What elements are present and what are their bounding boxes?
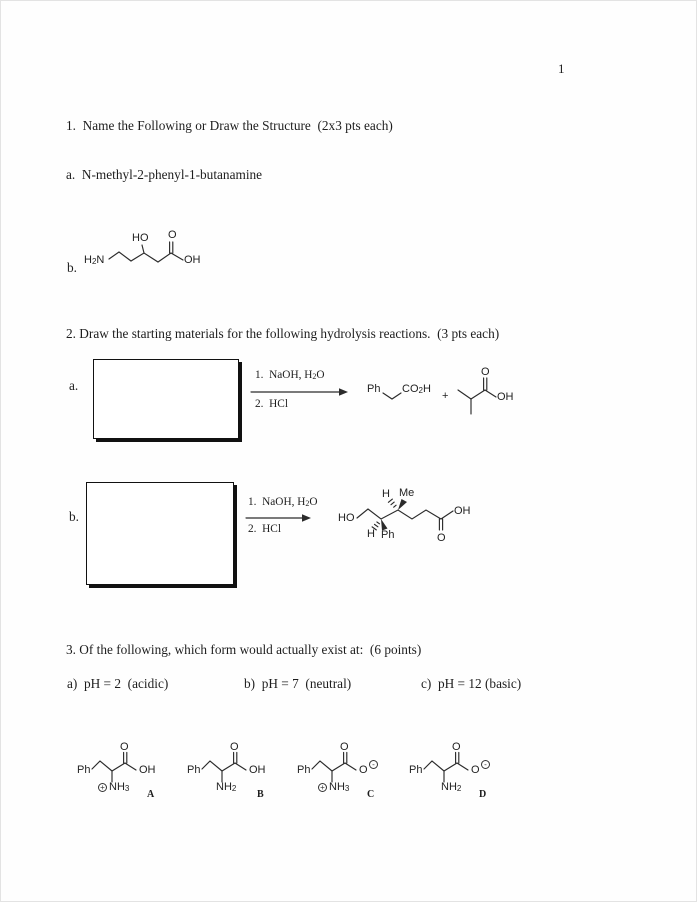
- minus-charge-icon: -: [369, 760, 378, 769]
- structure-q1b-bonds: [109, 242, 183, 262]
- answer-box-b: [86, 482, 234, 585]
- amine-label: $NH_2$: [216, 781, 237, 793]
- structure-letter-d: D: [479, 789, 487, 800]
- question-1-title: 1. Name the Following or Draw the Structure (2x3 pts each): [66, 118, 393, 133]
- carbonyl-o-label: O: [168, 229, 177, 241]
- phenyl-label: Ph: [187, 764, 201, 776]
- amine-h2n-label: $H_2N$: [84, 254, 105, 266]
- question-2-title: 2. Draw the starting materials for the following hydrolysis reactions. (3 pts each): [66, 326, 500, 341]
- carbonyl-o-label: O: [340, 741, 349, 753]
- reaction-b-reagent-2: 2. HCl: [248, 523, 281, 535]
- carbonyl-o-label: O: [481, 366, 490, 378]
- amine-label: $NH_3$: [329, 781, 350, 793]
- reaction-a-product-bonds: [383, 378, 496, 414]
- structure-a-bonds: [92, 753, 136, 783]
- structure-b-bonds: [202, 753, 246, 783]
- phenyl-label: Ph: [367, 383, 381, 395]
- hydroxyl-ho-label: HO: [338, 512, 355, 524]
- hydroxyl-ho-label: HO: [132, 232, 149, 244]
- carboxylate-o-label: O: [471, 764, 480, 776]
- question-3-title: 3. Of the following, which form would actually exist at: (6 points): [66, 642, 422, 657]
- amine-label: $NH_3$: [109, 781, 130, 793]
- reaction-a-arrow: [251, 388, 348, 396]
- carbonyl-o-label: O: [437, 532, 446, 544]
- structure-c-bonds: [312, 753, 356, 783]
- carbonyl-o-label: O: [230, 741, 239, 753]
- carboxylate-o-label: O: [359, 764, 368, 776]
- option-ph-2: a) pH = 2 (acidic): [67, 676, 169, 691]
- page-number: 1: [558, 61, 565, 76]
- acid-oh-label: OH: [139, 764, 156, 776]
- acid-oh-label: OH: [249, 764, 266, 776]
- option-ph-7: b) pH = 7 (neutral): [244, 676, 352, 691]
- phenyl-label: Ph: [77, 764, 91, 776]
- amine-label: $NH_2$: [441, 781, 462, 793]
- minus-charge-icon: -: [481, 760, 490, 769]
- plus-sign: +: [442, 390, 449, 402]
- answer-box-a: [93, 359, 239, 439]
- plus-charge-icon: +: [98, 783, 107, 792]
- stereo-h-top-label: H: [382, 488, 390, 500]
- reaction-b-reagent-1: 1. NaOH, $H_2O$: [248, 496, 318, 508]
- phenyl-label: Ph: [409, 764, 423, 776]
- acid-oh-label: OH: [454, 505, 471, 517]
- stereo-h-bottom-label: H: [367, 528, 375, 540]
- question-1a-text: a. N-methyl-2-phenyl-1-butanamine: [66, 167, 263, 182]
- reaction-b-product-bonds: [357, 499, 453, 531]
- co2h-label: $CO_2H$: [402, 383, 431, 395]
- chemistry-line-art: [1, 1, 697, 902]
- phenyl-label: Ph: [297, 764, 311, 776]
- reaction-b-arrow: [246, 514, 311, 522]
- structure-letter-b: B: [257, 789, 264, 800]
- structure-letter-a: A: [147, 789, 155, 800]
- structure-letter-c: C: [367, 789, 375, 800]
- reaction-a-label: a.: [69, 378, 79, 393]
- option-ph-12: c) pH = 12 (basic): [421, 676, 522, 691]
- question-1b-label: b.: [67, 260, 77, 275]
- structure-d-bonds: [424, 753, 468, 783]
- plus-charge-icon: +: [318, 783, 327, 792]
- methyl-label: Me: [399, 487, 415, 499]
- acid-oh-label: OH: [497, 391, 514, 403]
- acid-oh-label: OH: [184, 254, 201, 266]
- reaction-a-reagent-2: 2. HCl: [255, 398, 288, 410]
- phenyl-label: Ph: [381, 529, 395, 541]
- carbonyl-o-label: O: [120, 741, 129, 753]
- reaction-a-reagent-1: 1. NaOH, $H_2O$: [255, 369, 325, 381]
- reaction-b-label: b.: [69, 509, 79, 524]
- carbonyl-o-label: O: [452, 741, 461, 753]
